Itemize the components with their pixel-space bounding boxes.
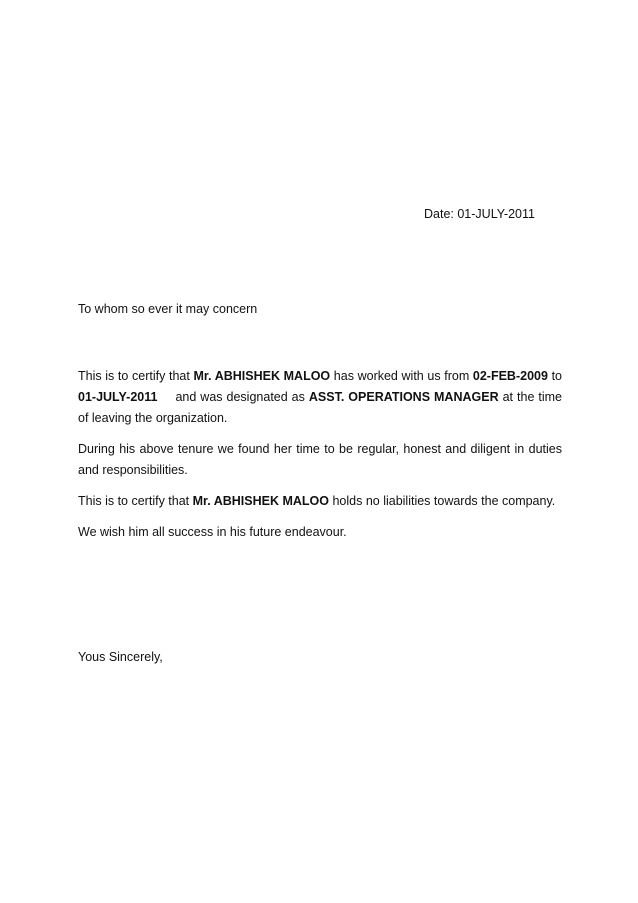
end-date: 01-JULY-2011	[78, 390, 158, 404]
para1-text-4: and was designated as	[171, 390, 309, 404]
letter-date: Date: 01-JULY-2011	[424, 207, 535, 221]
paragraph-conduct: During his above tenure we found her time to be regular, honest and diligent in duties and responsibilities.	[78, 442, 562, 477]
letter-body	[78, 366, 562, 553]
para3-text-2: holds no liabilities towards the company.	[328, 494, 556, 508]
paragraph-wishes: We wish him all success in his future endeavour.	[78, 525, 347, 539]
para1-text-3: to	[547, 369, 563, 383]
employee-name-2: Mr. ABHISHEK MALOO	[192, 494, 329, 508]
para1-text-1: This is to certify that	[78, 369, 194, 383]
closing: Yous Sincerely,	[78, 650, 163, 664]
para3-text-1: This is to certify that	[78, 494, 193, 508]
start-date: 02-FEB-2009	[472, 369, 548, 383]
para1-text-5: at the time of leaving the organization.	[78, 390, 563, 425]
employee-name: Mr. ABHISHEK MALOO	[193, 369, 331, 383]
para1-text-2: has worked with us from	[330, 369, 473, 383]
designation: ASST. OPERATIONS MANAGER	[308, 390, 499, 404]
paragraph-liabilities	[78, 491, 562, 512]
salutation: To whom so ever it may concern	[78, 302, 258, 316]
paragraph-employment	[78, 366, 562, 429]
